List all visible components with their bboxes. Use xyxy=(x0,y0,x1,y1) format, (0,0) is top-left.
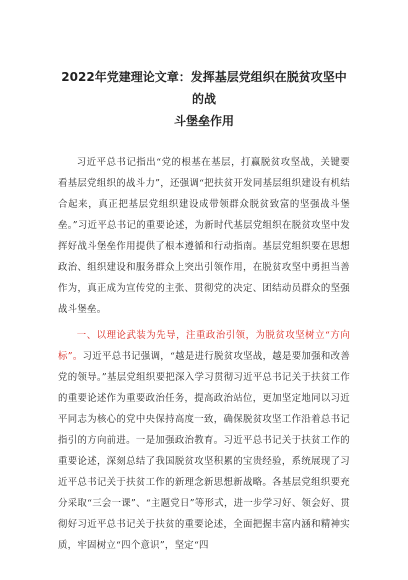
document-title xyxy=(58,66,350,132)
section-1-body: 习近平总书记强调，“越是进行脱贫攻坚战，越是要加强和改善党的领导。”基层党组织要把深入学习贯彻习近平总书记关于扶贫工作的重要论述作为重要政治任务，提高政治站位，更加坚定地同以习近平同志为核心的党中央保持高度一致，确保脱贫攻坚工作沿着总书记指引的方向前进。一是加强政治教育。习近平总书记关于扶贫工作的重要论述，深刻总结了我国脱贫攻坚积累的宝贵经验，系统展现了习近平总书记关于扶贫工作的新理念新思想新战略。各基层党组织要充分采取“三会一课”、“主题党日”等形式，进一步学习好、领会好、贯彻好习近平总书记关于扶贫的重要论述，全面把握丰富内涵和精神实质，牢固树立“四个意识”，坚定“四 xyxy=(58,351,350,551)
section-1-heading: 一、以理论武装为先导，注重政治引领，为脱贫攻坚树立“方向标”。 xyxy=(58,330,350,362)
paragraph-section-1 xyxy=(58,325,350,556)
document-title-line-2: 斗堡垒作用 xyxy=(173,114,234,128)
paragraph-intro: 习近平总书记指出“党的根基在基层，打赢脱贫攻坚战，关键要看基层党组织的战斗力”，还强调“把扶贫开发同基层组织建设有机结合起来，真正把基层党组织建设成带领群众脱贫致富的坚强战斗堡垒。”习近平总书记的重要论述，为新时代基层党组织在脱贫攻坚中发挥好战斗堡垒作用提供了根本遵循和行动指南。基层党组织要在思想政治、组织建设和服务群众上突出引领作用，在脱贫攻坚中勇担当善作为，真正成为宣传党的主张、贯彻党的决定、团结动员群众的坚强战斗堡垒。 xyxy=(58,157,350,315)
document-title-line-1: 2022年党建理论文章：发挥基层党组织在脱贫攻坚中的战 xyxy=(61,70,347,106)
